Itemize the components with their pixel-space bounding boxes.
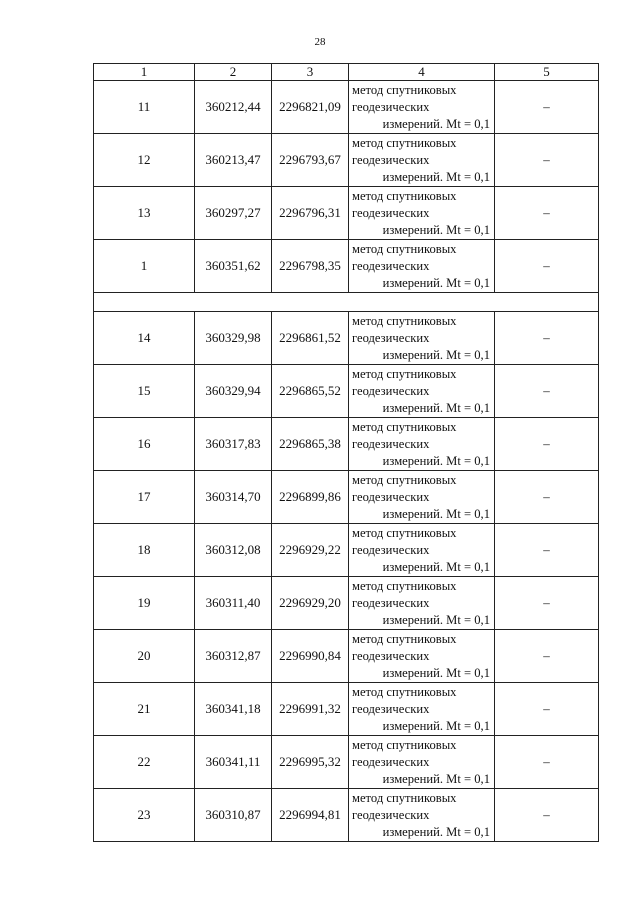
method-line: геодезических [352,383,430,398]
y-coordinate-cell: 2296865,38 [272,418,349,471]
accuracy-cell: – [495,524,599,577]
x-coordinate-cell: 360329,94 [195,365,272,418]
method-line: метод спутниковых [352,313,457,328]
accuracy-cell: – [495,312,599,365]
point-number-cell: 14 [94,312,195,365]
method-line: измерений. Mt = 0,1 [382,665,490,680]
table-row [94,134,599,187]
table-row [94,187,599,240]
accuracy-cell: – [495,240,599,293]
method-line: метод спутниковых [352,241,457,256]
table-row [94,81,599,134]
method-line: метод спутниковых [352,737,457,752]
x-coordinate-cell: 360312,87 [195,630,272,683]
method-line: измерений. Mt = 0,1 [382,275,490,290]
table-row [94,312,599,365]
y-coordinate-cell: 2296990,84 [272,630,349,683]
point-number-cell: 18 [94,524,195,577]
method-line: геодезических [352,807,430,822]
x-coordinate-cell: 360297,27 [195,187,272,240]
header-col-3: 3 [272,64,349,81]
y-coordinate-cell: 2296899,86 [272,471,349,524]
point-number-cell: 23 [94,789,195,842]
accuracy-cell: – [495,577,599,630]
method-line: измерений. Mt = 0,1 [382,116,490,131]
method-line: геодезических [352,99,430,114]
method-line: метод спутниковых [352,684,457,699]
x-coordinate-cell: 360314,70 [195,471,272,524]
accuracy-cell: – [495,187,599,240]
x-coordinate-cell: 360317,83 [195,418,272,471]
y-coordinate-cell: 2296865,52 [272,365,349,418]
method-cell [349,577,495,630]
method-line: измерений. Mt = 0,1 [382,347,490,362]
method-line: метод спутниковых [352,790,457,805]
x-coordinate-cell: 360351,62 [195,240,272,293]
section-separator-row [94,293,599,312]
method-cell [349,524,495,577]
table-row [94,418,599,471]
method-cell [349,134,495,187]
x-coordinate-cell: 360213,47 [195,134,272,187]
method-line: измерений. Mt = 0,1 [382,506,490,521]
table-row [94,577,599,630]
point-number-cell: 21 [94,683,195,736]
point-number-cell: 22 [94,736,195,789]
method-line: измерений. Mt = 0,1 [382,453,490,468]
x-coordinate-cell: 360341,18 [195,683,272,736]
accuracy-cell: – [495,365,599,418]
table-row [94,736,599,789]
method-line: геодезических [352,701,430,716]
method-line: метод спутниковых [352,472,457,487]
point-number-cell: 16 [94,418,195,471]
method-line: геодезических [352,152,430,167]
point-number-cell: 13 [94,187,195,240]
x-coordinate-cell: 360310,87 [195,789,272,842]
method-line: измерений. Mt = 0,1 [382,400,490,415]
method-cell [349,736,495,789]
point-number-cell: 15 [94,365,195,418]
method-line: измерений. Mt = 0,1 [382,824,490,839]
method-cell [349,789,495,842]
method-line: метод спутниковых [352,525,457,540]
method-line: геодезических [352,205,430,220]
method-line: геодезических [352,436,430,451]
table-header-row [94,64,599,81]
point-number-cell: 19 [94,577,195,630]
method-line: геодезических [352,330,430,345]
method-line: геодезических [352,542,430,557]
method-cell [349,365,495,418]
accuracy-cell: – [495,630,599,683]
method-cell [349,81,495,134]
method-line: измерений. Mt = 0,1 [382,718,490,733]
accuracy-cell: – [495,789,599,842]
x-coordinate-cell: 360212,44 [195,81,272,134]
table-row [94,683,599,736]
method-line: геодезических [352,595,430,610]
header-col-2: 2 [195,64,272,81]
y-coordinate-cell: 2296861,52 [272,312,349,365]
method-line: метод спутниковых [352,578,457,593]
method-line: метод спутниковых [352,631,457,646]
accuracy-cell: – [495,134,599,187]
table-row [94,789,599,842]
method-cell [349,240,495,293]
table-row [94,365,599,418]
coordinates-table [93,63,599,842]
method-line: метод спутниковых [352,366,457,381]
method-cell [349,418,495,471]
table-row [94,471,599,524]
x-coordinate-cell: 360341,11 [195,736,272,789]
accuracy-cell: – [495,81,599,134]
method-line: метод спутниковых [352,188,457,203]
point-number-cell: 17 [94,471,195,524]
header-col-4: 4 [349,64,495,81]
section-separator-cell [94,293,599,312]
method-cell [349,630,495,683]
page-number: 28 [314,36,326,48]
accuracy-cell: – [495,683,599,736]
method-line: геодезических [352,489,430,504]
table-row [94,630,599,683]
accuracy-cell: – [495,418,599,471]
method-cell [349,683,495,736]
y-coordinate-cell: 2296929,22 [272,524,349,577]
method-line: измерений. Mt = 0,1 [382,612,490,627]
method-line: геодезических [352,648,430,663]
x-coordinate-cell: 360329,98 [195,312,272,365]
method-line: геодезических [352,754,430,769]
y-coordinate-cell: 2296991,32 [272,683,349,736]
point-number-cell: 12 [94,134,195,187]
point-number-cell: 1 [94,240,195,293]
y-coordinate-cell: 2296821,09 [272,81,349,134]
method-cell [349,312,495,365]
y-coordinate-cell: 2296995,32 [272,736,349,789]
table-row [94,240,599,293]
y-coordinate-cell: 2296796,31 [272,187,349,240]
table-row [94,524,599,577]
y-coordinate-cell: 2296793,67 [272,134,349,187]
method-line: геодезических [352,258,430,273]
method-line: измерений. Mt = 0,1 [382,222,490,237]
header-col-5: 5 [495,64,599,81]
method-line: измерений. Mt = 0,1 [382,771,490,786]
y-coordinate-cell: 2296994,81 [272,789,349,842]
method-line: метод спутниковых [352,135,457,150]
header-col-1: 1 [94,64,195,81]
method-line: метод спутниковых [352,419,457,434]
point-number-cell: 20 [94,630,195,683]
method-cell [349,187,495,240]
x-coordinate-cell: 360312,08 [195,524,272,577]
accuracy-cell: – [495,736,599,789]
accuracy-cell: – [495,471,599,524]
method-cell [349,471,495,524]
method-line: измерений. Mt = 0,1 [382,169,490,184]
method-line: метод спутниковых [352,82,457,97]
y-coordinate-cell: 2296798,35 [272,240,349,293]
x-coordinate-cell: 360311,40 [195,577,272,630]
point-number-cell: 11 [94,81,195,134]
method-line: измерений. Mt = 0,1 [382,559,490,574]
y-coordinate-cell: 2296929,20 [272,577,349,630]
